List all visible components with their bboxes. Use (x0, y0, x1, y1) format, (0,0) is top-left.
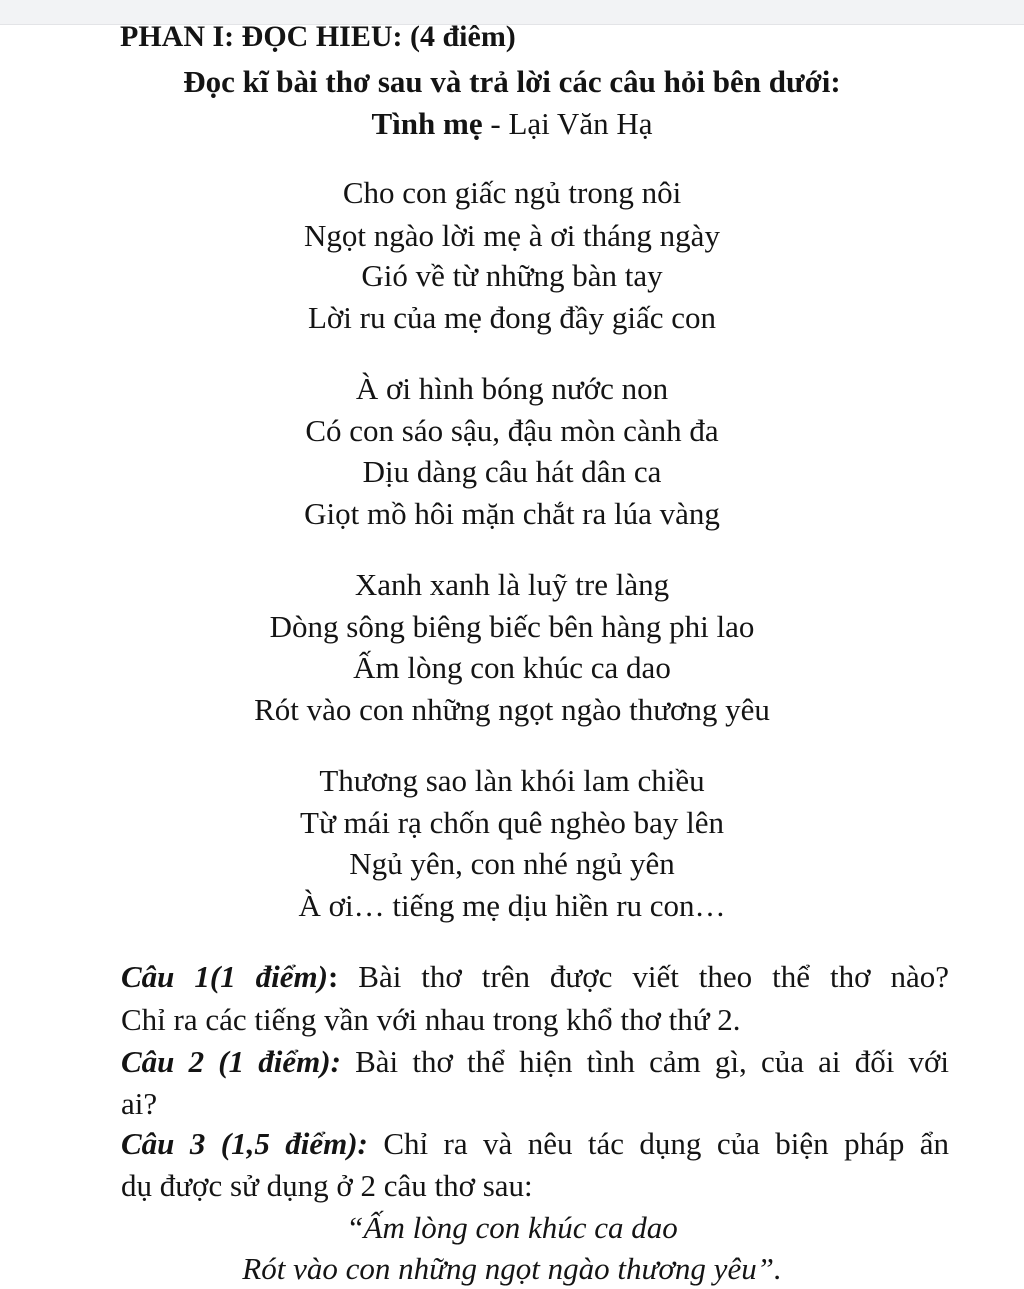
poem-heading (0, 104, 1024, 144)
question-3-line-2: dụ được sử dụng ở 2 câu thơ sau: (121, 1168, 533, 1203)
question-3-label: Câu 3 (1,5 điểm): (121, 1126, 368, 1161)
poem-line: Rót vào con những ngọt ngào thương yêu (254, 692, 770, 727)
poem-line: Thương sao làn khói lam chiều (319, 763, 705, 798)
poem-line: Dòng sông biêng biếc bên hàng phi lao (269, 609, 755, 644)
poem-line: Ngọt ngào lời mẹ à ơi tháng ngày (304, 218, 720, 253)
poem-line: Xanh xanh là luỹ tre làng (354, 567, 670, 602)
question-2-line-2: ai? (121, 1086, 158, 1121)
poem-line: Ngủ yên, con nhé ngủ yên (349, 846, 675, 881)
poem-line: À ơi… tiếng mẹ dịu hiền ru con… (298, 888, 726, 923)
question-2-label: Câu 2 (1 điểm): (121, 1044, 341, 1079)
question-3-text: Chỉ ra và nêu tác dụng của biện pháp ẩn (383, 1126, 950, 1161)
title-separator: - (482, 106, 509, 141)
quoted-verse-line-2: Rót vào con những ngọt ngào thương yêu”. (242, 1251, 782, 1286)
poem-title: Tình mẹ (371, 106, 483, 141)
question-1-label: Câu 1(1 điểm): (121, 959, 339, 994)
poem-line: Dịu dàng câu hát dân ca (362, 454, 662, 489)
poem-line: Giọt mồ hôi mặn chắt ra lúa vàng (304, 496, 720, 531)
question-1-line-1 (121, 957, 949, 997)
poem-author: Lại Văn Hạ (508, 106, 653, 141)
question-3-line-1 (121, 1124, 949, 1164)
question-1-text: Bài thơ trên được viết theo thể thơ nào? (358, 959, 949, 994)
poem-line: Lời ru của mẹ đong đầy giấc con (307, 300, 717, 335)
poem-line: Gió về từ những bàn tay (361, 258, 663, 293)
poem-line: À ơi hình bóng nước non (355, 371, 669, 406)
question-2-line-1 (121, 1042, 949, 1082)
question-2-text: Bài thơ thể hiện tình cảm gì, của ai đối với (355, 1044, 950, 1079)
poem-line: Ấm lòng con khúc ca dao (353, 650, 671, 685)
question-1-line-2: Chỉ ra các tiếng vần với nhau trong khổ thơ thứ 2. (121, 1002, 741, 1037)
poem-line: Có con sáo sậu, đậu mòn cành đa (305, 413, 719, 448)
part-title: PHAN I: ĐỌC HIEU: (4 điêm) (120, 20, 516, 53)
poem-line: Từ mái rạ chốn quê nghèo bay lên (300, 805, 724, 840)
poem-line: Cho con giấc ngủ trong nôi (342, 175, 682, 210)
quoted-verse-line-1: “Ấm lòng con khúc ca dao (346, 1210, 678, 1245)
instruction: Đọc kĩ bài thơ sau và trả lời các câu hỏi bên dưới: (183, 64, 841, 99)
